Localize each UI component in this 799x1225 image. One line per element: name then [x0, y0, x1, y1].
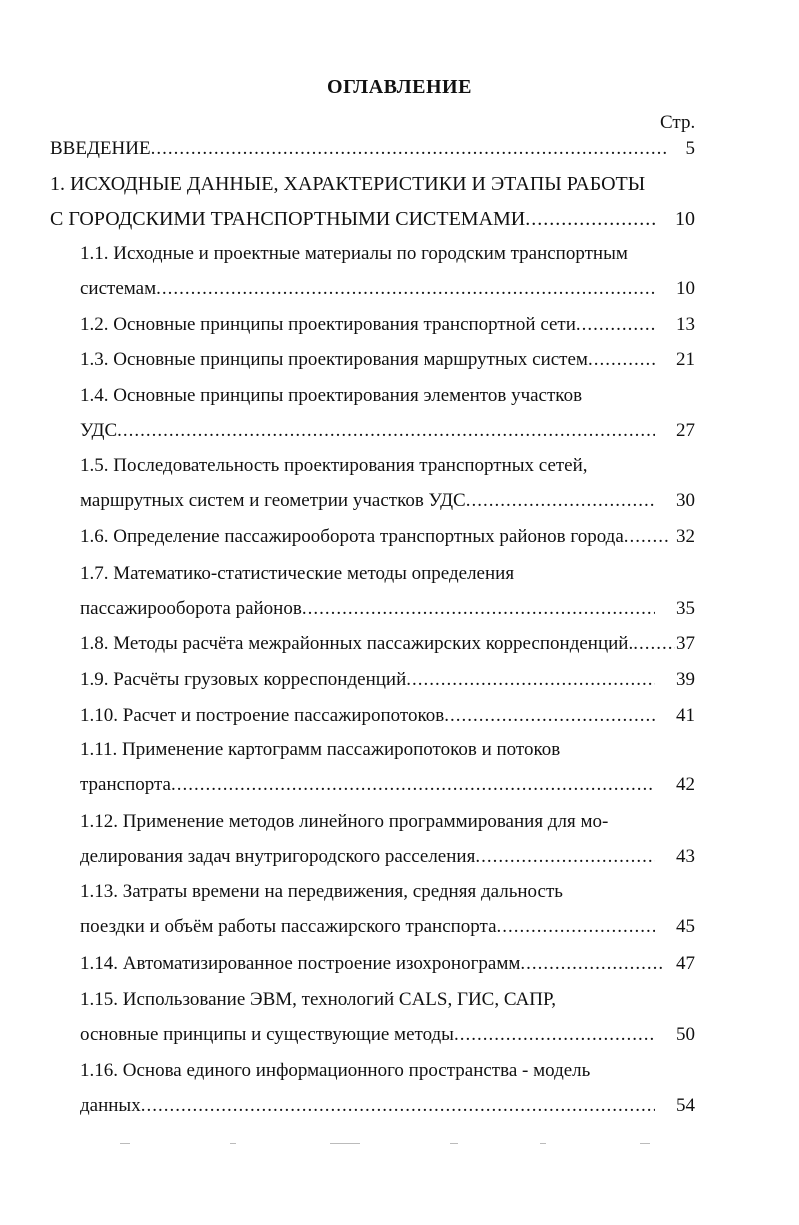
toc-entry-1-3[interactable]	[80, 348, 695, 372]
toc-entry-text: ВВЕДЕНИЕ	[50, 138, 151, 159]
toc-entry-1-8[interactable]	[80, 632, 695, 656]
toc-page-number: 21	[676, 349, 695, 370]
toc-entry-text: маршрутных систем и геометрии участков УДС	[80, 490, 466, 511]
toc-entry-1-5-line-1: 1.5. Последовательность проектирования транспортных сетей,	[80, 455, 588, 476]
toc-entry-1-15[interactable]	[80, 1023, 695, 1047]
scan-artifact-marks	[120, 1143, 680, 1145]
toc-entry-text: делирования задач внутригородского расселения	[80, 846, 476, 867]
toc-entry-1-16[interactable]	[80, 1094, 695, 1118]
toc-page-number: 45	[676, 916, 695, 937]
toc-leader-dots	[588, 348, 655, 372]
toc-leader-dots	[520, 952, 665, 976]
toc-page-number: 13	[676, 314, 695, 335]
toc-leader-dots	[302, 597, 655, 621]
toc-leader-dots	[633, 632, 675, 656]
toc-entry-text: 1.8. Методы расчёта межрайонных пассажирских корреспонденций.	[80, 633, 634, 654]
toc-page-number: 10	[676, 278, 695, 299]
page-title: ОГЛАВЛЕНИЕ	[327, 76, 472, 98]
toc-entry-intro[interactable]	[50, 137, 695, 161]
toc-entry-text: 1.6. Определение пассажирооборота транспортных районов города	[80, 526, 624, 547]
toc-page-number: 30	[676, 490, 695, 511]
toc-leader-dots	[151, 137, 667, 161]
toc-entry-1-4[interactable]	[80, 419, 695, 443]
toc-leader-dots	[475, 845, 655, 869]
toc-entry-chapter-1[interactable]	[50, 207, 695, 231]
toc-page-number: 27	[676, 420, 695, 441]
toc-page-number: 42	[676, 774, 695, 795]
toc-entry-1-11[interactable]	[80, 773, 695, 797]
toc-entry-text: 1.2. Основные принципы проектирования транспортной сети	[80, 314, 576, 335]
toc-entry-text: УДС	[80, 420, 118, 441]
toc-entry-1-2[interactable]	[80, 313, 695, 337]
toc-entry-text: пассажирооборота районов	[80, 598, 302, 619]
toc-entry-text: 1.14. Автоматизированное построение изохронограмм	[80, 953, 521, 974]
toc-page-number: 50	[676, 1024, 695, 1045]
toc-entry-1-10[interactable]	[80, 704, 695, 728]
toc-entry-1-7-line-1: 1.7. Математико-статистические методы определения	[80, 563, 515, 584]
toc-page-number: 54	[676, 1095, 695, 1116]
toc-leader-dots	[117, 419, 655, 443]
toc-entry-text: поездки и объём работы пассажирского транспорта	[80, 916, 497, 937]
toc-leader-dots	[454, 1023, 655, 1047]
toc-entry-1-16-line-1: 1.16. Основа единого информационного пространства - модель	[80, 1060, 591, 1081]
toc-leader-dots	[141, 1094, 655, 1118]
toc-page-number: 35	[676, 598, 695, 619]
toc-entry-text: 1.10. Расчет и построение пассажиропотоков	[80, 705, 445, 726]
toc-page-number: 39	[676, 669, 695, 690]
toc-entry-text: С ГОРОДСКИМИ ТРАНСПОРТНЫМИ СИСТЕМАМИ	[50, 208, 526, 230]
toc-entry-1-11-line-1: 1.11. Применение картограмм пассажиропотоков и потоков	[80, 739, 561, 760]
toc-leader-dots	[156, 277, 655, 301]
toc-entry-1-14[interactable]	[80, 952, 695, 976]
toc-leader-dots	[406, 668, 655, 692]
toc-leader-dots	[466, 489, 655, 513]
toc-entry-chapter-1-line-1: 1. ИСХОДНЫЕ ДАННЫЕ, ХАРАКТЕРИСТИКИ И ЭТАПЫ РАБОТЫ	[50, 173, 646, 195]
toc-entry-1-12-line-1: 1.12. Применение методов линейного программирования для мо-	[80, 811, 609, 832]
toc-page-number: 37	[676, 633, 695, 654]
toc-entry-text: 1.3. Основные принципы проектирования маршрутных систем	[80, 349, 588, 370]
toc-entry-1-12[interactable]	[80, 845, 695, 869]
toc-entry-text: системам	[80, 278, 157, 299]
toc-entry-1-15-line-1: 1.15. Использование ЭВМ, технологий CALS, ГИС, САПР,	[80, 989, 556, 1010]
toc-entry-1-5[interactable]	[80, 489, 695, 513]
toc-page-number: 5	[685, 138, 695, 159]
toc-entry-1-1-line-1: 1.1. Исходные и проектные материалы по городским транспортным	[80, 243, 628, 264]
toc-page-number: 10	[675, 208, 695, 230]
toc-leader-dots	[525, 207, 655, 231]
toc-entry-1-6[interactable]	[80, 525, 695, 549]
toc-entry-1-7[interactable]	[80, 597, 695, 621]
toc-entry-text: основные принципы и существующие методы	[80, 1024, 454, 1045]
toc-page-number: 47	[676, 953, 695, 974]
page-column-label: Стр.	[660, 112, 696, 133]
toc-entry-text: данных	[80, 1095, 141, 1116]
toc-leader-dots	[576, 313, 655, 337]
toc-entry-1-13-line-1: 1.13. Затраты времени на передвижения, средняя дальность	[80, 881, 563, 902]
toc-leader-dots	[624, 525, 671, 549]
toc-entry-1-13[interactable]	[80, 915, 695, 939]
toc-page-number: 43	[676, 846, 695, 867]
toc-leader-dots	[171, 773, 655, 797]
toc-leader-dots	[497, 915, 655, 939]
toc-leader-dots	[444, 704, 655, 728]
toc-entry-text: 1.9. Расчёты грузовых корреспонденций	[80, 669, 407, 690]
toc-entry-text: транспорта	[80, 774, 171, 795]
toc-page-number: 32	[676, 526, 695, 547]
toc-page-number: 41	[676, 705, 695, 726]
toc-entry-1-1[interactable]	[80, 277, 695, 301]
toc-entry-1-9[interactable]	[80, 668, 695, 692]
toc-entry-1-4-line-1: 1.4. Основные принципы проектирования элементов участков	[80, 385, 583, 406]
